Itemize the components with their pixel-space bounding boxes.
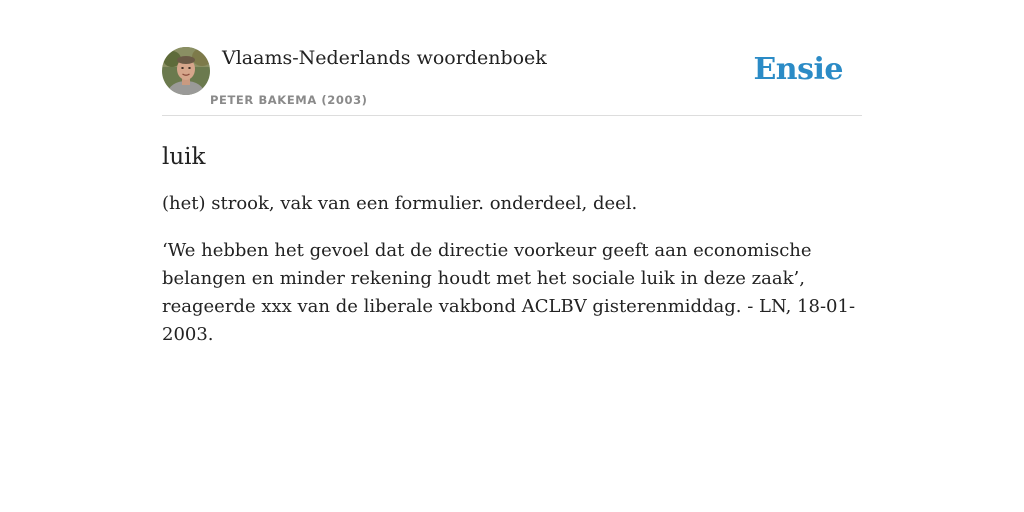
example-quote: ‘We hebben het gevoel dat de directie voorkeur geeft aan economische belangen en minder rekening houdt met het sociale luik in deze zaak’, reageerde xxx van de liberale vakbond ACLBV gisterenmiddag. - LN, 18-01-2003. [162, 240, 856, 345]
author-name[interactable]: PETER BAKEMA (2003) [210, 93, 368, 107]
dictionary-title[interactable]: Vlaams-Nederlands woordenboek [222, 47, 547, 69]
avatar-photo-icon [162, 47, 210, 95]
entry-card [162, 46, 862, 349]
ensie-logo[interactable]: Ensie [753, 52, 843, 87]
entry-header [162, 46, 862, 116]
definition-text: (het) strook, vak van een formulier. onderdeel, deel. [162, 193, 638, 214]
author-avatar[interactable] [162, 47, 210, 95]
headword: luik [162, 144, 206, 170]
